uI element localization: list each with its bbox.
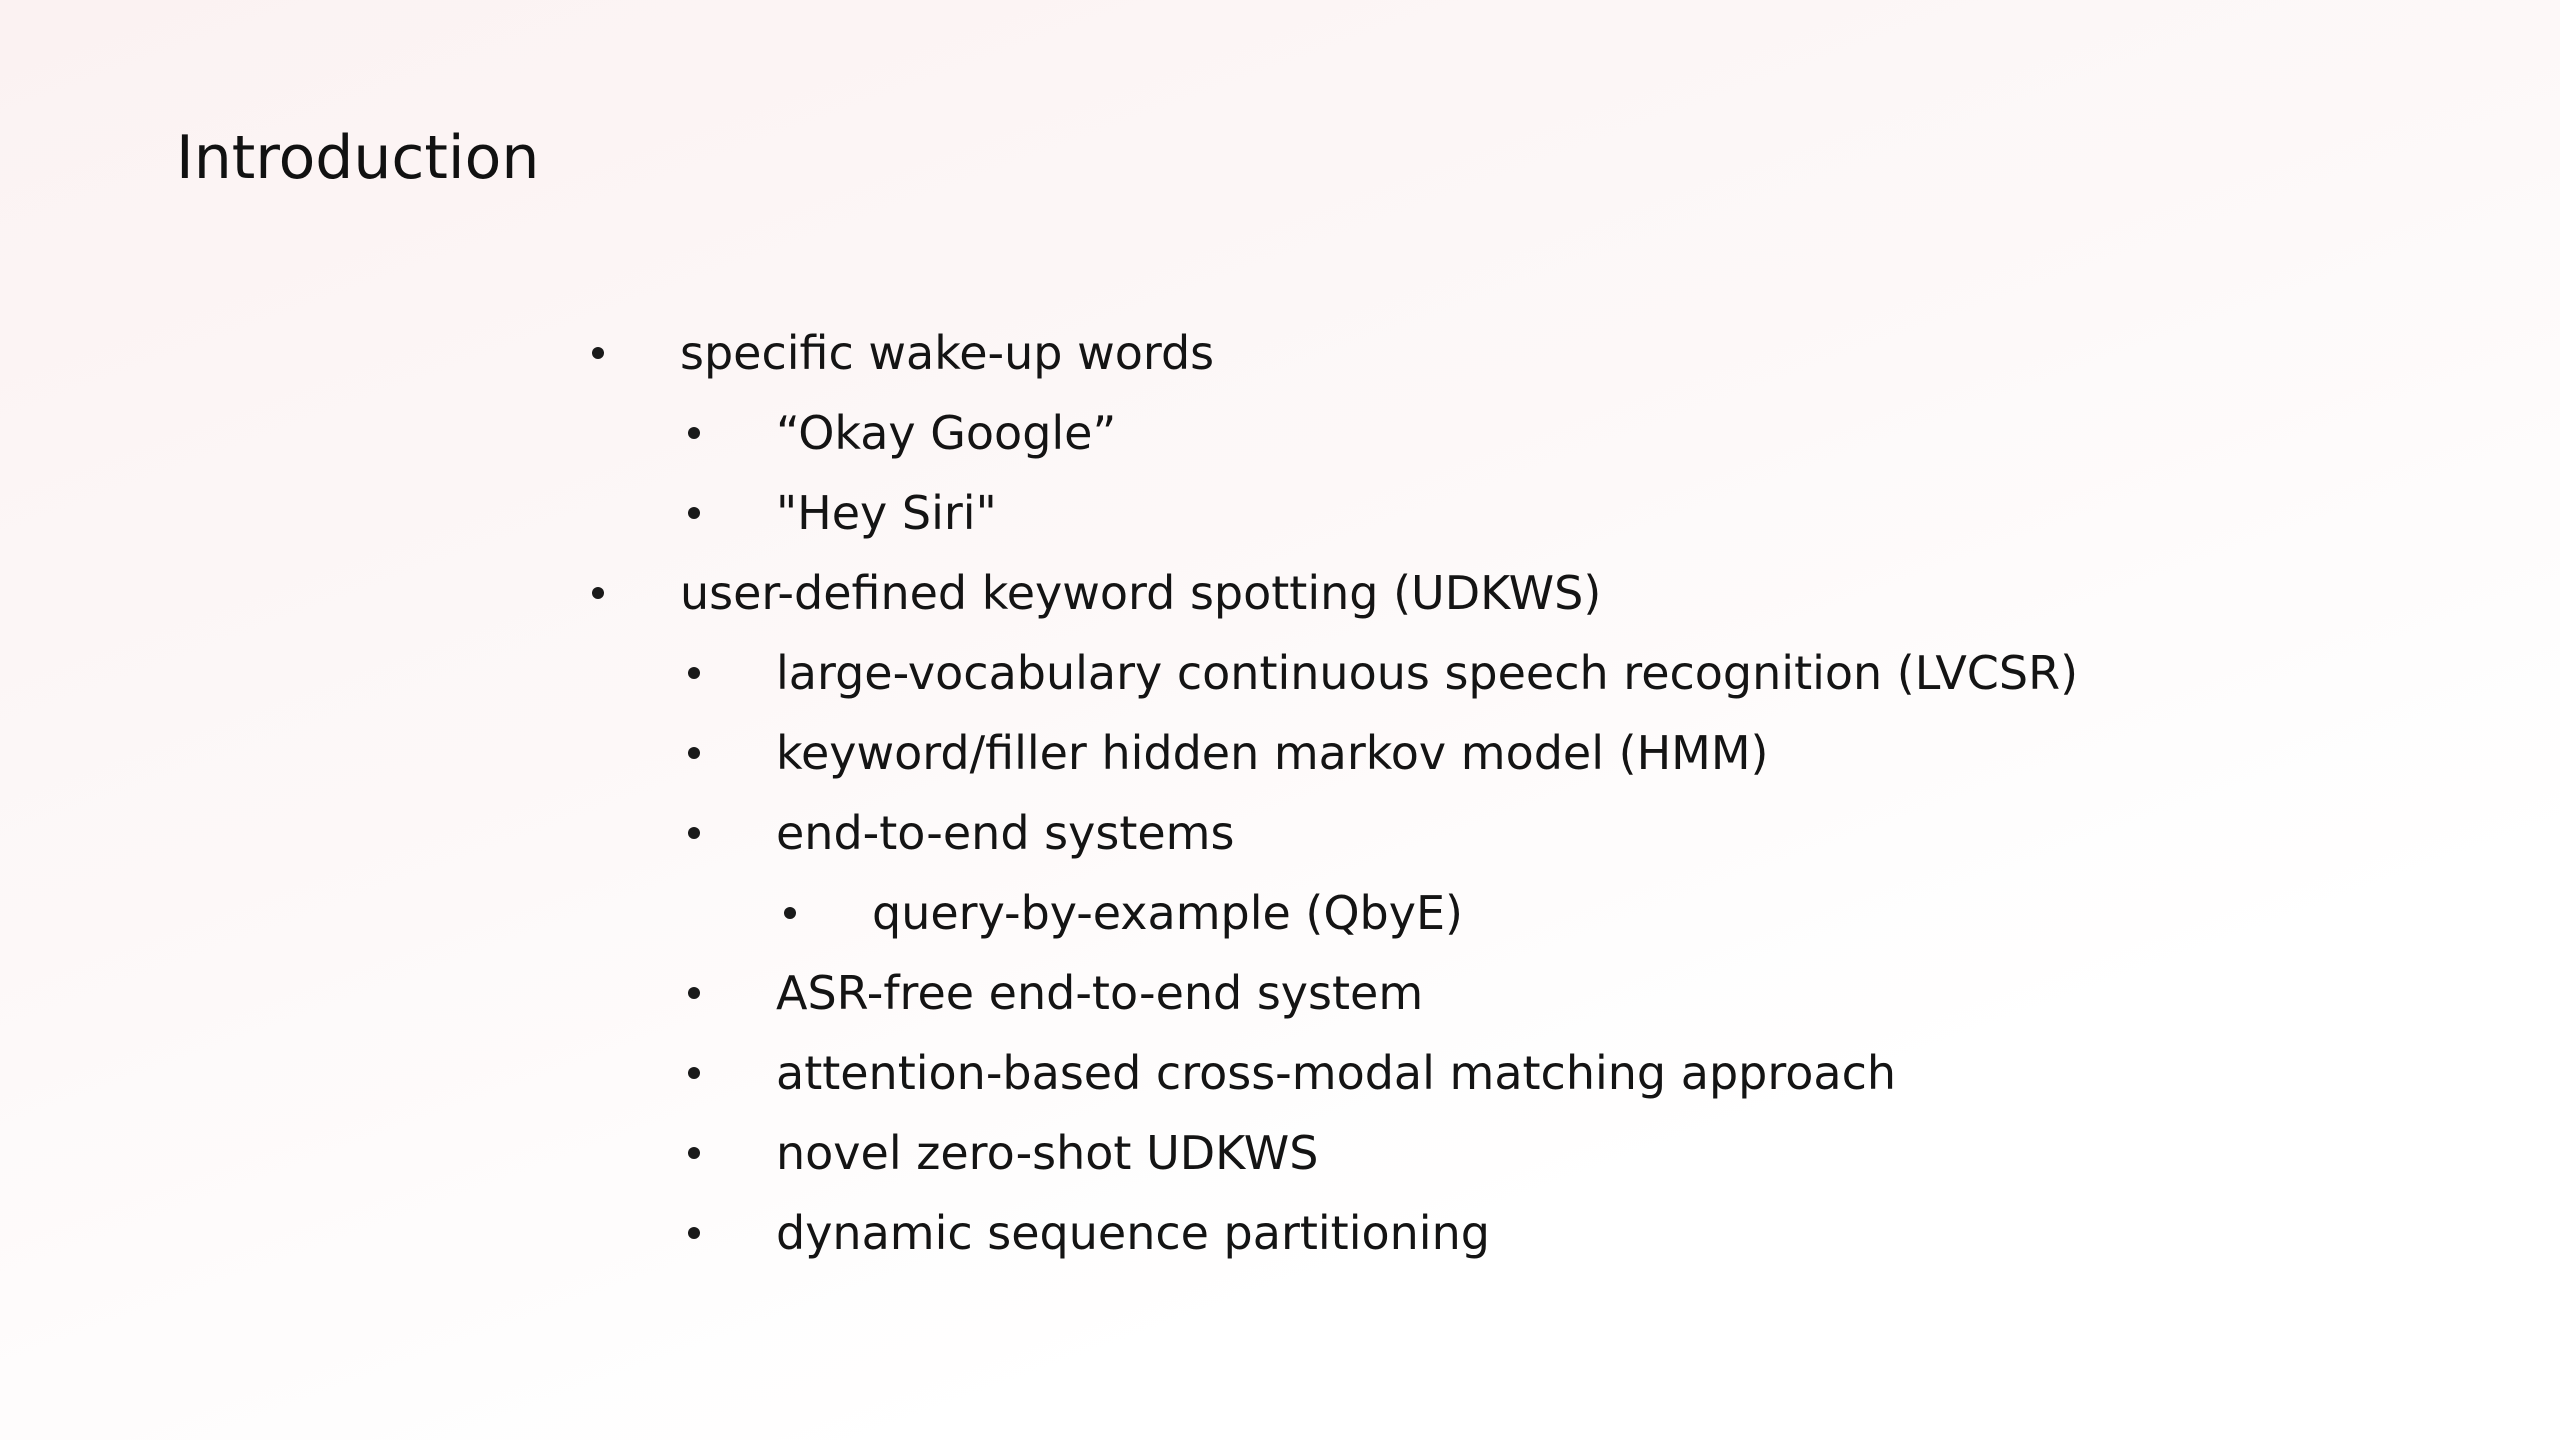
bullet-dot-icon	[688, 507, 700, 519]
bullet-item	[0, 793, 2560, 873]
bullet-dot-icon	[688, 667, 700, 679]
bullet-dot-icon	[688, 1067, 700, 1079]
bullet-item	[0, 313, 2560, 393]
bullet-text: dynamic sequence partitioning	[776, 1206, 1490, 1260]
bullet-item	[0, 713, 2560, 793]
bullet-dot-icon	[592, 347, 604, 359]
slide-title: Introduction	[176, 123, 540, 193]
bullet-text: "Hey Siri"	[776, 486, 997, 540]
bullet-text: large-vocabulary continuous speech recognition (LVCSR)	[776, 646, 2079, 700]
bullet-dot-icon	[688, 1147, 700, 1159]
bullet-dot-icon	[688, 747, 700, 759]
bullet-item	[0, 633, 2560, 713]
bullet-text: user-defined keyword spotting (UDKWS)	[680, 566, 1602, 620]
bullet-dot-icon	[688, 827, 700, 839]
bullet-dot-icon	[688, 1227, 700, 1239]
bullet-item	[0, 873, 2560, 953]
bullet-text: attention-based cross-modal matching approach	[776, 1046, 1897, 1100]
bullet-item	[0, 953, 2560, 1033]
bullet-item	[0, 393, 2560, 473]
bullet-item	[0, 553, 2560, 633]
bullet-dot-icon	[688, 427, 700, 439]
bullet-dot-icon	[592, 587, 604, 599]
bullet-item	[0, 1113, 2560, 1193]
bullet-text: keyword/filler hidden markov model (HMM)	[776, 726, 1769, 780]
bullet-text: ASR-free end-to-end system	[776, 966, 1424, 1020]
bullet-dot-icon	[784, 907, 796, 919]
bullet-item	[0, 1193, 2560, 1273]
bullet-item	[0, 473, 2560, 553]
bullet-item	[0, 1033, 2560, 1113]
bullet-text: “Okay Google”	[776, 406, 1117, 460]
bullet-list	[0, 313, 2560, 1273]
bullet-text: specific wake-up words	[680, 326, 1215, 380]
bullet-text: query-by-example (QbyE)	[872, 886, 1463, 940]
bullet-dot-icon	[688, 987, 700, 999]
bullet-text: end-to-end systems	[776, 806, 1235, 860]
bullet-text: novel zero-shot UDKWS	[776, 1126, 1319, 1180]
